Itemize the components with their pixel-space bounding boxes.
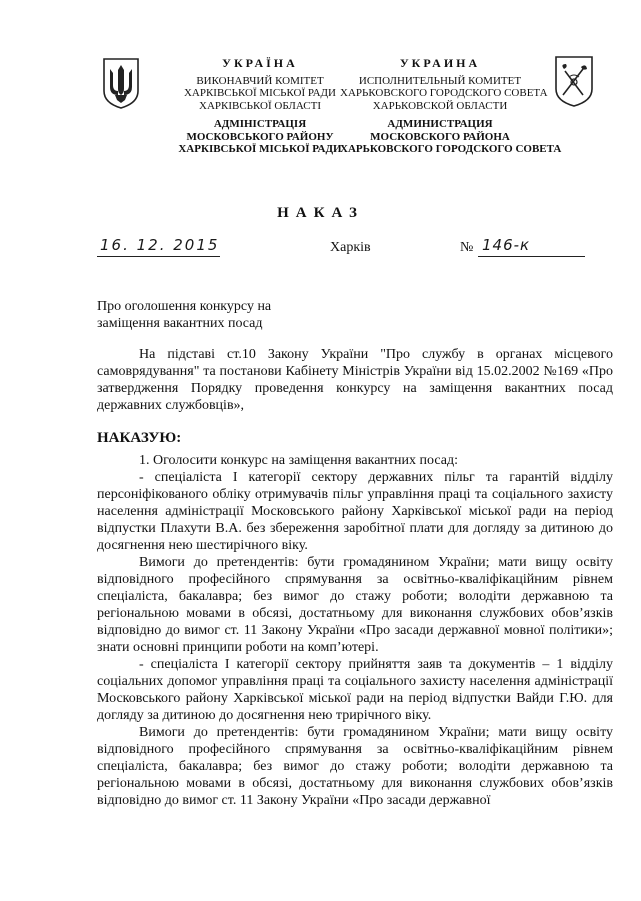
council-line-ru: ХАРЬКОВСКОГО ГОРОДСКОГО СОВЕТА — [340, 87, 548, 99]
requirements-2: Вимоги до претендентів: бути громадянином України; мати вищу освіту відповідного професійного спрямування за освітньо-кваліфікаційним рівнем спеціаліста, бакалавра; без вимог до стажу роботи; володіти державною та регіональною мовами в обсязі, достатньому для виконання службових обов’язків відповідно до вимог ст. 11 Закону України «Про засади державної — [97, 725, 613, 808]
header-ukrainian — [160, 57, 360, 156]
order-date: 16. 12. 2015 — [100, 236, 220, 254]
order-number-label: № — [460, 240, 474, 255]
order-subject — [97, 298, 271, 332]
oblast-line-ua: ХАРКІВСЬКОЇ ОБЛАСТІ — [199, 99, 321, 112]
ukraine-coat-of-arms-icon — [101, 57, 141, 109]
order-city: Харків — [330, 240, 371, 255]
preamble-paragraph: На підставі ст.10 Закону України "Про службу в органах місцевого самоврядування" та постанови Кабінету Міністрів України від 15.02.2002 №169 «Про затвердження Порядку проведення конкурсу на заміщення вакантних посад державних службовців», — [97, 347, 613, 413]
subject-line-1: Про оголошення конкурсу на — [97, 299, 272, 314]
committee-line-ua: ВИКОНАВЧИЙ КОМІТЕТ — [196, 74, 324, 87]
order-number: 146-к — [482, 236, 531, 254]
order-number-field — [478, 234, 585, 257]
header-russian — [340, 56, 562, 156]
requirements-1: Вимоги до претендентів: бути громадянином України; мати вищу освіту відповідного професійного спрямування за освітньо-кваліфікаційним рівнем спеціаліста, бакалавра; без вимог до стажу роботи; володіти державною та регіональною мовами в обсязі, достатньому для виконання службових обов’язків відповідно до вимог ст. 11 Закону України «Про засади державної мовної політики»; знати основні принципи роботи на комп’ютері. — [97, 555, 613, 655]
position-2: - спеціаліста І категорії сектору прийняття заяв та документів – 1 відділу соціальних допомог управління праці та соціального захисту населення адміністрації Московського району Харківської міської ради на період відпустки Вайди Г.Ю. для догляду за дитиною до досягнення нею трирічного віку. — [97, 657, 613, 723]
district-line-ru: МОСКОВСКОГО РАЙОНА — [370, 130, 510, 143]
district-line-ua: МОСКОВСЬКОГО РАЙОНУ — [186, 130, 334, 143]
council-line-ua: ХАРКІВСЬКОЇ МІСЬКОЇ РАДИ — [183, 87, 337, 99]
order-body — [97, 346, 613, 809]
order-title: НАКАЗ — [277, 205, 364, 221]
administration-line-ru: АДМИНИСТРАЦИЯ — [387, 118, 493, 130]
kharkiv-emblem-icon — [553, 55, 595, 107]
country-name-ru: УКРАИНА — [399, 56, 481, 70]
position-1: - спеціаліста І категорії сектору державних пільг та гарантій відділу персоніфікованого обліку отримувачів пільг управління праці та соціального захисту населення адміністрації Московського району Харківської міської ради на період відпустки Плахути В.А. без збереження заробітної плати для догляду за дитиною до досягнення нею шестирічного віку. — [97, 470, 613, 553]
city-council-line-ru: ХАРЬКОВСКОГО ГОРОДСКОГО СОВЕТА — [340, 143, 562, 155]
subject-line-2: заміщення вакантних посад — [97, 316, 263, 331]
city-council-line-ua: ХАРКІВСЬКОЇ МІСЬКОЇ РАДИ — [178, 143, 342, 155]
administration-line-ua: АДМІНІСТРАЦІЯ — [213, 118, 307, 130]
committee-line-ru: ИСПОЛНИТЕЛЬНЫЙ КОМИТЕТ — [358, 74, 522, 87]
oblast-line-ru: ХАРЬКОВСКОЙ ОБЛАСТИ — [372, 99, 508, 112]
order-date-field — [97, 234, 220, 257]
order-word: НАКАЗУЮ: — [97, 430, 182, 446]
item-1: 1. Оголосити конкурс на заміщення вакантних посад: — [139, 453, 458, 468]
country-name-ua: УКРАЇНА — [222, 56, 298, 70]
